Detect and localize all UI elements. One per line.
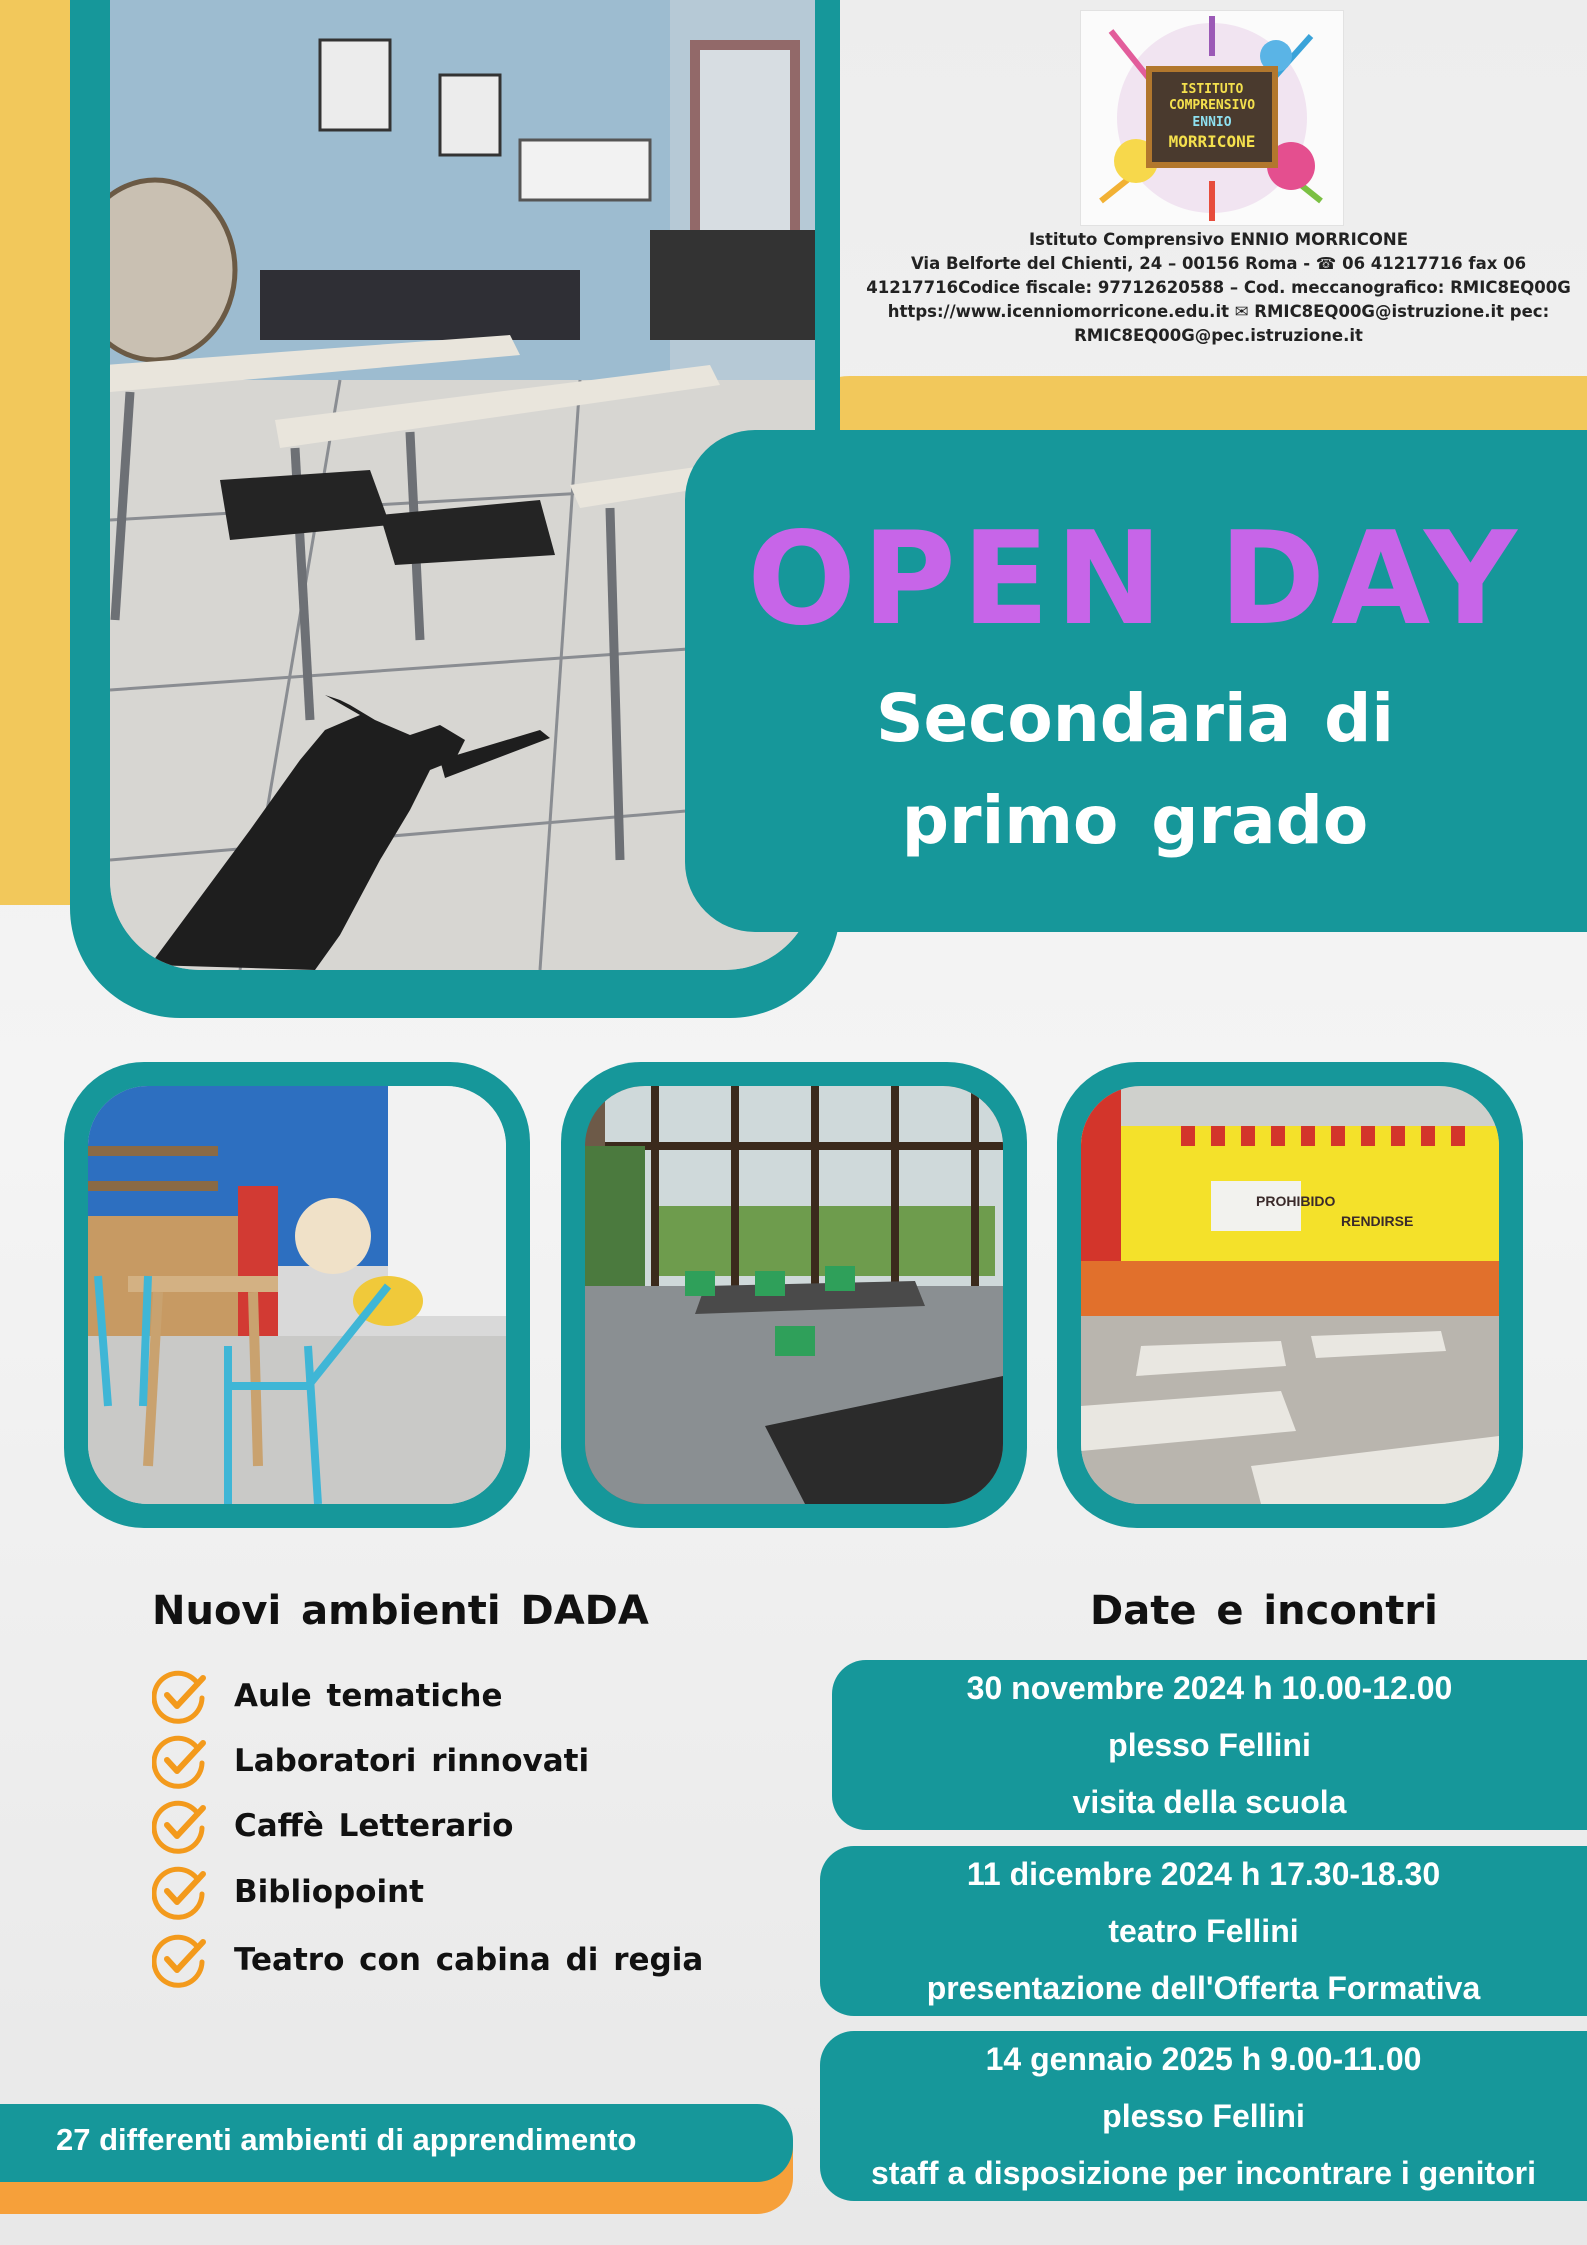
school-contact-info (850, 228, 1587, 348)
events-title: Date e incontri (1090, 1588, 1438, 1634)
feature-item (152, 1864, 752, 1920)
windows-classroom-photo (585, 1086, 1003, 1504)
event-activity: visita della scuola (1072, 1784, 1347, 1820)
subtitle-line-2: primo grado (901, 782, 1369, 859)
institute-name: Istituto Comprensivo ENNIO MORRICONE (1029, 230, 1408, 249)
check-circle-icon (152, 1798, 208, 1854)
event-date: 30 novembre 2024 h 10.00-12.00 (966, 1670, 1453, 1706)
footer-text: 27 differenti ambienti di apprendimento (56, 2122, 637, 2157)
feature-label: Laboratori rinnovati (234, 1743, 590, 1779)
feature-label: Bibliopoint (234, 1874, 424, 1910)
school-logo (1080, 10, 1344, 226)
event-date: 11 dicembre 2024 h 17.30-18.30 (966, 1856, 1441, 1892)
feature-label: Teatro con cabina di regia (234, 1942, 704, 1978)
photo-frame-cafe (64, 1062, 530, 1528)
check-circle-icon (152, 1733, 208, 1789)
subtitle-line-1: Secondaria di (875, 680, 1395, 757)
event-card (820, 1846, 1587, 2016)
pec-line: RMIC8EQ00G@pec.istruzione.it (1074, 326, 1363, 345)
cafe-photo (88, 1086, 506, 1504)
event-place: plesso Fellini (1108, 1727, 1311, 1763)
spanish-sign-2: RENDIRSE (1341, 1213, 1414, 1229)
event-activity: presentazione dell'Offerta Formativa (926, 1970, 1481, 2006)
feature-label: Aule tematiche (234, 1678, 503, 1714)
logo-text-3: ENNIO (1192, 115, 1232, 130)
spanish-sign-1: PROHIBIDO (1256, 1193, 1336, 1209)
event-place: teatro Fellini (1108, 1913, 1299, 1949)
event-place: plesso Fellini (1102, 2098, 1305, 2134)
feature-item (152, 1668, 752, 1724)
web-line: https://www.icenniomorricone.edu.it ✉ RMIC8EQ00G@istruzione.it pec: (887, 302, 1550, 321)
feature-label: Caffè Letterario (234, 1808, 514, 1844)
event-card (820, 2031, 1587, 2201)
fiscal-line: 41217716Codice fiscale: 97712620588 – Cod. meccanografico: RMIC8EQ00G (866, 278, 1571, 297)
subtitle (700, 668, 1570, 872)
feature-item (152, 1798, 752, 1854)
feature-item (152, 1932, 752, 1988)
feature-item (152, 1733, 752, 1789)
logo-text-1: ISTITUTO (1180, 82, 1244, 97)
check-circle-icon (152, 1864, 208, 1920)
address-line: Via Belforte del Chienti, 24 – 00156 Roma - ☎ 06 41217716 fax 06 (910, 254, 1527, 273)
photo-frame-windows (561, 1062, 1027, 1528)
open-day-title: OPEN DAY (747, 505, 1523, 654)
spanish-classroom-photo (1081, 1086, 1499, 1504)
check-circle-icon (152, 1668, 208, 1724)
logo-text-4: MORRICONE (1168, 132, 1256, 151)
features-title: Nuovi ambienti DADA (152, 1588, 649, 1634)
check-circle-icon (152, 1932, 208, 1988)
event-date: 14 gennaio 2025 h 9.00-11.00 (985, 2041, 1422, 2077)
photo-frame-spanish-room (1057, 1062, 1523, 1528)
event-card (832, 1660, 1587, 1830)
logo-text-2: COMPRENSIVO (1168, 98, 1256, 113)
event-activity: staff a disposizione per incontrare i genitori (871, 2155, 1536, 2191)
